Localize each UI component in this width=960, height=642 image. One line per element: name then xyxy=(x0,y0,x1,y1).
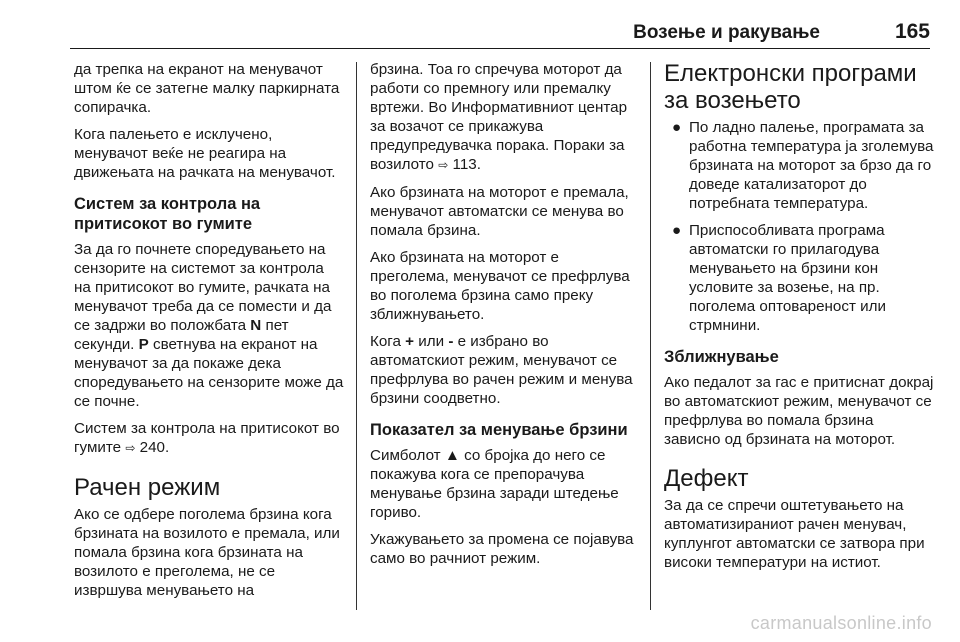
paragraph: Укажувањето за промена се појавува само во рачниот режим. xyxy=(370,531,634,567)
heading-fault: Дефект xyxy=(664,465,749,492)
column-right xyxy=(664,60,934,580)
paragraph: да трепка на екранот на менувачот штом ќе се затегне малку паркирната сопирачка. xyxy=(74,61,340,116)
column-divider xyxy=(650,62,651,610)
paragraph: Ако се одбере поголема брзина кога брзината на возилото е премала, или помала брзина кога брзината на возилото е преголема, не се извршува менувањето на xyxy=(74,506,340,599)
page-number: 165 xyxy=(894,20,930,43)
page-header xyxy=(70,8,930,49)
page-ref-link[interactable]: 113. xyxy=(452,156,481,173)
page-ref-link[interactable]: 240. xyxy=(139,439,170,456)
minus-symbol: - xyxy=(448,333,454,350)
upshift-triangle-icon: ▲ xyxy=(444,447,460,464)
plus-symbol: + xyxy=(405,333,415,350)
paragraph: Кога палењето е исклучено, менувачот веќе не реагира на движењата на рачката на менувачот. xyxy=(74,126,336,181)
column-left xyxy=(74,60,344,608)
paragraph: За да се спречи оштетувањето на автоматизираниот рачен менувач, куплунгот автоматски се затвора при високи температури на истиот. xyxy=(664,497,925,571)
heading-tire-pressure: Систем за контрола на притисокот во гумите xyxy=(74,195,261,233)
column-middle xyxy=(370,60,636,576)
paragraph: Ако брзината на моторот е преголема, менувачот се префрлува во поголема брзина само преку зближнувањето. xyxy=(370,249,630,323)
paragraph: брзина. Тоа го спречува моторот да работи со премногу или премалку вртежи. Во Информативниот центар за возачот се прикажува предупредувачка порака. Пораки за возилото ⇨ 113. xyxy=(370,61,628,173)
bullet-icon: ● xyxy=(672,222,682,239)
paragraph: За да го почнете споредувањето на сензорите на системот за контрола на притисокот во гумите, рачката на менувачот треба да се помести и да се задржи во положбата N пет секунди. P светнува на екранот на менувачот за да покаже дека споредувањето на сензорите може да се почне. xyxy=(74,241,344,410)
section-title: Возење и ракување xyxy=(633,22,820,43)
paragraph: Кога + или - е избрано во автоматскиот режим, менувачот се префрлува во рачен режим и менува брзини соодветно. xyxy=(370,333,633,407)
list-item: ● Приспособливата програма автоматски го прилагодува менувањето на брзини кон условите за возење, на пр. поголема оптовареност или стрмнини. xyxy=(672,222,886,334)
column-divider xyxy=(356,62,357,610)
paragraph: Симболот ▲ со бројка до него се покажува кога се препорачува менување брзина заради штедење гориво. xyxy=(370,447,619,521)
heading-kickdown: Зближнување xyxy=(664,348,779,366)
paragraph: Систем за контрола на притисокот во гумите ⇨ 240. xyxy=(74,420,340,456)
page-ref-icon: ⇨ xyxy=(125,441,136,455)
list-item: ● По ладно палење, програмата за работна температура ја зголемува брзината на моторот за брзо да го доведе катализаторот до потребната температура. xyxy=(672,119,934,212)
bullet-icon: ● xyxy=(672,119,682,136)
paragraph: Ако брзината на моторот е премала, менувачот автоматски се менува во помала брзина. xyxy=(370,184,629,239)
paragraph: Ако педалот за гас е притиснат докрај во автоматскиот режим, менувачот се префрлува во помала брзина зависно од брзината на моторот. xyxy=(664,374,934,448)
heading-shift-indicator: Показател за менување брзини xyxy=(370,421,628,439)
gear-n-symbol: N xyxy=(250,317,262,334)
heading-electronic-programs: Електронски програми за возењето xyxy=(664,60,917,114)
page-ref-icon: ⇨ xyxy=(438,158,449,172)
gear-p-symbol: P xyxy=(138,336,149,353)
heading-manual-mode: Рачен режим xyxy=(74,474,221,501)
watermark: carmanualsonline.info xyxy=(750,613,932,633)
